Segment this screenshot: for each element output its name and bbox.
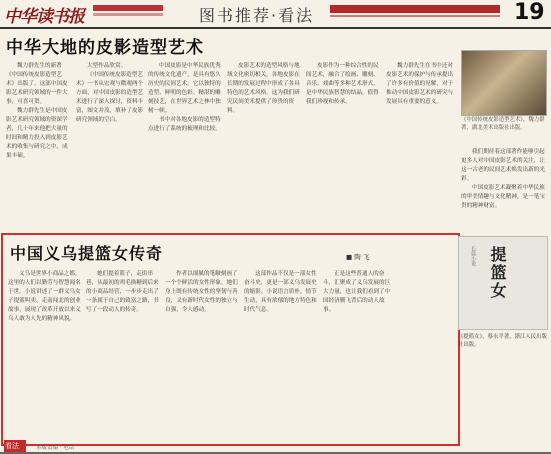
article2-column-1	[8, 270, 81, 435]
dateline-bar	[330, 15, 500, 17]
photo-caption: 《中国传统皮影造型艺术》，魏力群著，湖北美术出版社出版。	[461, 117, 545, 131]
masthead-decoration	[93, 13, 163, 16]
paragraph: 义乌是世界小商品之都，这里的人们以勤劳与智慧闻名于世。小说讲述了一群义乌女子提篮叫卖、走南闯北的创业故事，展现了改革开放以来义乌人敢为人先的精神风貌。	[8, 271, 81, 322]
paragraph: 魏力群先生在书中还对皮影艺术的保护与传承提出了许多有价值的见解，对于推动中国皮影艺术的研究与发展具有重要的意义。	[386, 63, 454, 105]
masthead	[0, 0, 551, 26]
paragraph: 中国皮影艺术凝聚着中华民族的审美情趣与文化精神，是一笔宝贵的精神财富。	[461, 185, 545, 209]
newspaper-logo: 中华读书报	[4, 7, 84, 27]
book-cover-subtitle: 长篇小说	[470, 246, 476, 266]
article2-byline: ■ 陶 飞	[346, 253, 370, 261]
book-cover-title: 提篮女	[488, 246, 507, 300]
paragraph: 作者以细腻的笔触刻画了一个个鲜活的女性形象，她们身上既有传统女性的坚韧与善良，又有新时代女性的独立与自强，令人感动。	[165, 271, 238, 313]
section-title: 图书推荐·看法	[199, 6, 315, 25]
dateline-bar	[330, 5, 500, 13]
article2-column-5	[323, 270, 393, 435]
paragraph: 中国皮影是中华民族优秀的传统文化遗产，是具有悠久历史的民间艺术。它以独特的造型、鲜明的色彩、精湛的雕刻技艺，在世界艺术之林中独树一帜。	[148, 63, 221, 114]
article2-headline: 中国义乌提篮女传奇	[10, 244, 164, 263]
shadow-puppet-photo	[461, 50, 547, 116]
article1-headline: 中华大地的皮影造型艺术	[6, 38, 204, 58]
paragraph: 皮影作为一种综合性的民间艺术，融合了绘画、雕刻、音乐、戏曲等多种艺术形式，是中华民族智慧的结晶，值得我们珍视和传承。	[306, 63, 379, 105]
article2-column-3	[165, 270, 239, 435]
paragraph: 正是这些普通人的奋斗，汇聚成了义乌发展的巨大力量，也让我们看到了中国经济腾飞背后的动人故事。	[323, 271, 391, 313]
paragraph: 这部作品不仅是一部女性奋斗史，更是一部义乌发展史的缩影。小说语言质朴，情节生动，具有浓郁的地方特色和时代气息。	[244, 271, 317, 313]
article2-column-2	[86, 270, 160, 435]
article2-column-4	[244, 270, 318, 435]
paragraph: 《中国传统皮影造型艺术》一书从宏观与微观两个方面，对中国皮影的造型艺术进行了深入探讨，资料丰富，图文并茂，填补了皮影研究领域的空白。	[76, 72, 144, 123]
masthead-decoration	[93, 5, 163, 11]
paragraph: 魏力群先生的新著《中国传统皮影造型艺术》出版了。这部中国皮影艺术研究领域的一件大事，可喜可贺。	[6, 63, 68, 105]
page-number: 19	[514, 0, 545, 25]
paragraph: 书中对各地皮影的造型特点进行了系统的梳理和比较。	[148, 117, 221, 132]
paragraph: 我们期待着这部著作能够引起更多人对中国皮影艺术的关注，让这一古老的民间艺术焕发出新的光彩。	[461, 149, 545, 182]
paragraph: 她们提着篮子，走街串巷，从最初的鸡毛换糖到后来的小商品经营，一步步走出了一条属于自己的致富之路，书写了一段动人的传奇。	[86, 271, 159, 313]
paragraph: 皮影艺术的造型风格与地域文化密切相关，各地皮影在长期的发展过程中形成了各具特色的艺术风格，这为我们研究民间美术提供了珍贵的资料。	[227, 63, 300, 114]
book-caption: 《提篮女》，蔡永平著，浙江人民出版社出版。	[458, 334, 547, 348]
masthead-rule	[0, 27, 551, 29]
footer-label: 看法	[5, 442, 19, 450]
paragraph: 魏力群先生是中国皮影艺术研究领域的资深学者，几十年来他把大量的时间和精力投入到皮影艺术的收集与研究之中，成果丰硕。	[6, 108, 68, 159]
footer-text: 本版责编 · 电话	[36, 445, 75, 451]
paragraph: 大型作品欣赏。	[87, 63, 127, 69]
